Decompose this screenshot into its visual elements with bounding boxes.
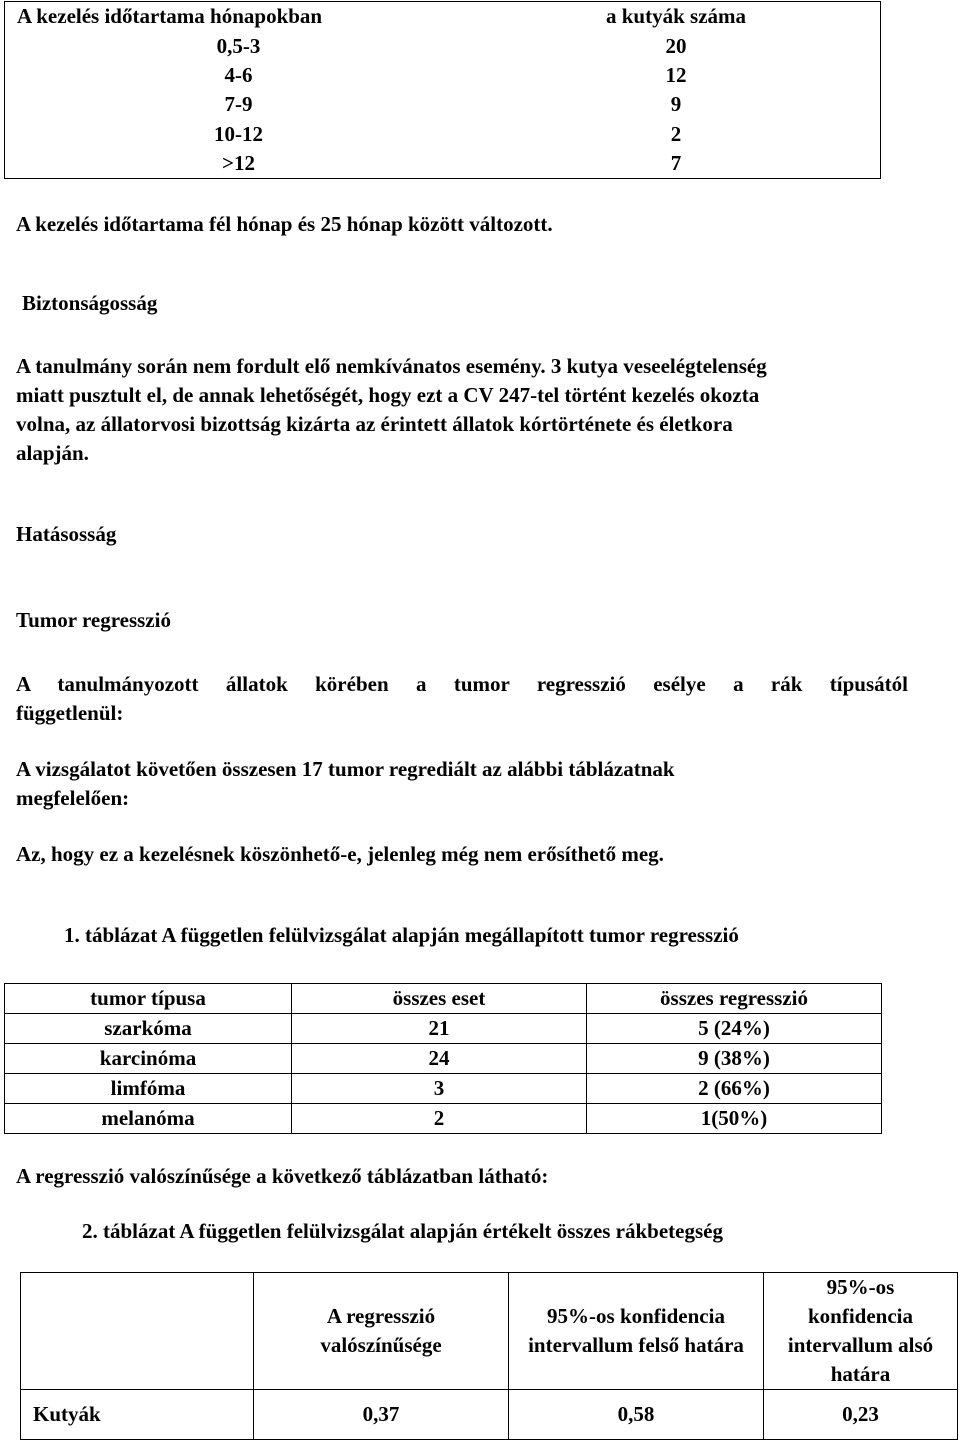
table-cell: 4-6 bbox=[224, 62, 253, 87]
table1-caption: 1. táblázat A független felülvizsgálat alapján megállapított tumor regresszió bbox=[64, 923, 739, 947]
header-cell: 95%-os konfidencia intervallum felső határa bbox=[509, 1273, 764, 1390]
table-cell: 0,58 bbox=[509, 1390, 764, 1440]
duration-note: A kezelés időtartama fél hónap és 25 hónap között változott. bbox=[16, 212, 553, 236]
table-cell: 12 bbox=[665, 62, 687, 87]
table-header-row bbox=[5, 2, 881, 32]
table-row bbox=[5, 31, 881, 60]
table-cell: 21 bbox=[292, 1014, 587, 1044]
safety-line: miatt pusztult el, de annak lehetőségét, hogy ezt a CV 247-tel történt kezelés okozta bbox=[16, 383, 760, 407]
header-cell: összes regresszió bbox=[587, 984, 882, 1014]
table-row bbox=[5, 1074, 882, 1104]
safety-line: volna, az állatorvosi bizottság kizárta az érintett állatok kórtörténete és életkora bbox=[16, 412, 733, 436]
table-cell: 9 (38%) bbox=[587, 1044, 882, 1074]
table-cell: 3 bbox=[292, 1074, 587, 1104]
regression-note: A regresszió valószínűsége a következő táblázatban látható: bbox=[16, 1164, 549, 1188]
table-cell: 0,5-3 bbox=[216, 33, 261, 58]
table-row bbox=[5, 1104, 882, 1134]
table-cell: 1(50%) bbox=[587, 1104, 882, 1134]
safety-line: A tanulmány során nem fordult elő nemkívánatos esemény. 3 kutya veseelégtelenség bbox=[16, 354, 767, 378]
header-cell: A regresszió valószínűsége bbox=[254, 1273, 509, 1390]
table-cell: 2 bbox=[292, 1104, 587, 1134]
efficacy-paragraph-line: A vizsgálatot követően összesen 17 tumor regrediált az alábbi táblázatnak bbox=[16, 757, 675, 781]
table-cell: limfóma bbox=[5, 1074, 292, 1104]
efficacy-paragraph-line: Az, hogy ez a kezelésnek köszönhető-e, jelenleg még nem erősíthető meg. bbox=[16, 842, 664, 866]
duration-table bbox=[4, 1, 881, 179]
efficacy-paragraph-line: megfelelően: bbox=[16, 786, 130, 810]
safety-line: alapján. bbox=[16, 441, 89, 465]
table-row bbox=[5, 1044, 882, 1074]
header-cell: tumor típusa bbox=[5, 984, 292, 1014]
header-cell: a kutyák száma bbox=[605, 4, 747, 29]
tumor-regression-heading: Tumor regresszió bbox=[16, 608, 171, 632]
header-cell: 95%-os konfidencia intervallum alsó határa bbox=[764, 1273, 958, 1390]
table-row bbox=[5, 90, 881, 119]
table-cell: 0,37 bbox=[254, 1390, 509, 1440]
table-cell: karcinóma bbox=[5, 1044, 292, 1074]
safety-heading: Biztonságosság bbox=[22, 291, 158, 315]
table-header-row bbox=[21, 1273, 958, 1390]
table-row bbox=[5, 1014, 882, 1044]
table-header-row bbox=[5, 984, 882, 1014]
regression-probability-table bbox=[20, 1272, 958, 1440]
table-cell: 2 (66%) bbox=[587, 1074, 882, 1104]
table-cell: 20 bbox=[665, 33, 687, 58]
table-cell: 9 bbox=[670, 92, 682, 117]
table2-caption: 2. táblázat A független felülvizsgálat alapján értékelt összes rákbetegség bbox=[82, 1219, 723, 1243]
tumor-regression-table bbox=[4, 983, 882, 1134]
table-cell: 0,23 bbox=[764, 1390, 958, 1440]
table-cell: >12 bbox=[222, 151, 255, 176]
table-cell: 5 (24%) bbox=[587, 1014, 882, 1044]
efficacy-paragraph-line: függetlenül: bbox=[16, 701, 124, 725]
table-row bbox=[5, 149, 881, 179]
table-row bbox=[5, 120, 881, 149]
header-cell: A kezelés időtartama hónapokban bbox=[17, 4, 323, 29]
table-cell: szarkóma bbox=[5, 1014, 292, 1044]
table-cell: 24 bbox=[292, 1044, 587, 1074]
table-cell: 10-12 bbox=[214, 121, 263, 146]
header-cell bbox=[21, 1273, 254, 1390]
table-row bbox=[21, 1390, 958, 1440]
efficacy-heading: Hatásosság bbox=[16, 522, 117, 546]
table-cell: 2 bbox=[670, 121, 682, 146]
row-header-cell: Kutyák bbox=[21, 1390, 254, 1440]
table-cell: 7-9 bbox=[224, 92, 253, 117]
header-cell: összes eset bbox=[292, 984, 587, 1014]
table-row bbox=[5, 61, 881, 90]
table-cell: 7 bbox=[670, 151, 682, 176]
table-cell: melanóma bbox=[5, 1104, 292, 1134]
efficacy-paragraph-line: A tanulmányozott állatok körében a tumor regresszió esélye a rák típusától bbox=[16, 672, 908, 696]
